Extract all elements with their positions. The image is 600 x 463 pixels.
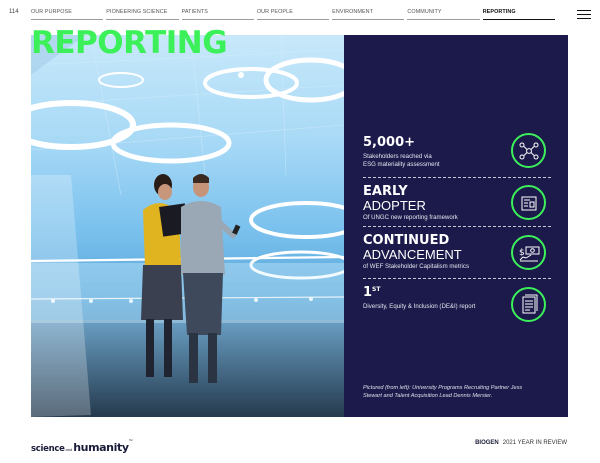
stakeholder-network-icon [511,133,546,168]
stat-first-superscript: ST [372,286,381,293]
photo-caption-line-2: Stewart and Talent Acquisition Lead Dennis Mersier. [363,393,493,400]
brand-and: and [65,447,73,452]
science-and-humanity-logo [31,439,133,455]
stat-stakeholders-desc-2: ESG materiality assessment [363,160,440,168]
svg-text:$: $ [518,247,525,258]
stat-stakeholders-desc-1: Stakeholders reached via [363,152,432,160]
page-number: 114 [9,9,19,15]
capital-growth-icon [511,235,546,270]
stat-continued-title: CONTINUED [363,233,450,248]
stat-early-adopter-desc: Of UNGC new reporting framework [363,214,458,222]
stat-early-adopter-subtitle: ADOPTER [363,197,426,213]
nav-item-our-people[interactable]: OUR PEOPLE [257,6,329,20]
divider [363,278,551,279]
brand-trademark: ™ [128,438,133,443]
nav-item-pioneering-science[interactable]: PIONEERING SCIENCE [106,6,178,20]
footer-company: BIOGEN [475,440,499,446]
stats-panel [344,35,568,417]
stat-stakeholders-value: 5,000+ [363,135,416,150]
stat-first-desc: Diversity, Equity & Inclusion (DE&I) report [363,302,476,310]
photo-caption [363,384,533,400]
footer-year-in-review: 2021 YEAR IN REVIEW [502,440,567,446]
office-scene-illustration [31,35,344,417]
page-headline: REPORTING [31,25,228,61]
nav-item-environment[interactable]: ENVIRONMENT [332,6,404,20]
report-pages-icon [511,287,546,322]
hamburger-menu-icon[interactable] [577,10,591,20]
nav-item-patients[interactable]: PATIENTS [182,6,254,20]
photo-caption-line-1: Pictured (from left): University Programs Recruiting Partner Jess [363,385,523,391]
stat-continued-subtitle: ADVANCEMENT [363,246,462,262]
report-document-icon [511,185,546,220]
stat-early-adopter-title: EARLY [363,184,408,199]
nav-item-community[interactable]: COMMUNITY [407,6,479,20]
brand-science: science [31,444,65,454]
footer-report-title [475,440,567,446]
stat-continued-desc: of WEF Stakeholder Capitalism metrics [363,263,469,271]
top-nav [31,6,558,20]
divider [363,226,551,227]
divider [363,177,551,178]
stat-first-number: 1 [363,285,373,300]
nav-item-reporting[interactable]: REPORTING [483,6,555,20]
nav-item-our-purpose[interactable]: OUR PURPOSE [31,6,103,20]
brand-humanity: humanity [73,441,129,454]
hero-photo [31,35,344,417]
